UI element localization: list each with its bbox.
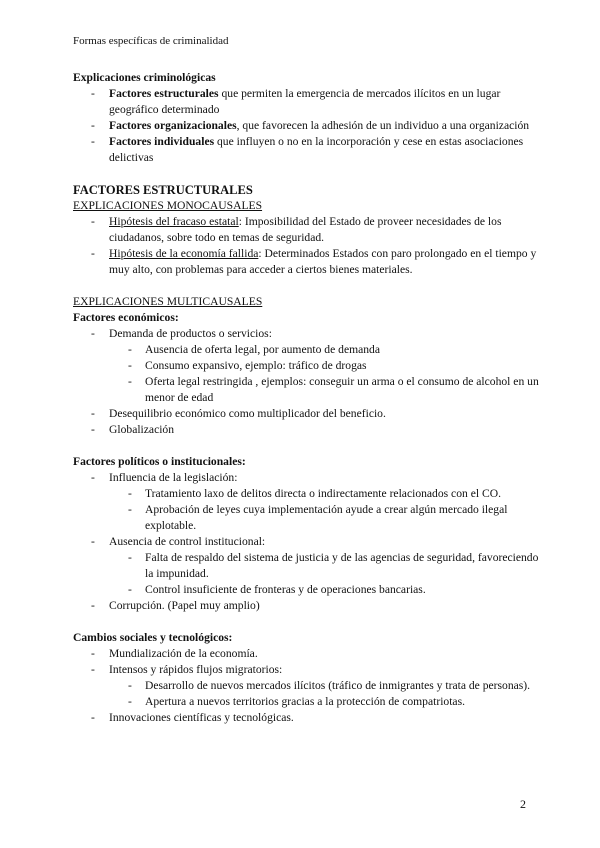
economicos-list	[73, 326, 543, 438]
item-underlined: Hipótesis del fracaso estatal	[109, 215, 239, 228]
page-content	[73, 70, 543, 726]
politicos-list	[73, 470, 543, 614]
heading-factores-economicos: Factores económicos:	[73, 311, 179, 324]
sub-list-item: - Desarrollo de nuevos mercados ilícitos (tráfico de inmigrantes y trata de personas).	[73, 678, 543, 694]
list-item: - Corrupción. (Papel muy amplio)	[73, 598, 543, 614]
list-item: - Mundialización de la economía.	[73, 646, 543, 662]
sub-list-item: - Tratamiento laxo de delitos directa o indirectamente relacionados con el CO.	[73, 486, 543, 502]
item-text: , que favorecen la adhesión de un individuo a una organización	[236, 119, 530, 132]
sub-list-item: - Control insuficiente de fronteras y de operaciones bancarias.	[73, 582, 543, 598]
list-item	[73, 86, 543, 118]
item-bold: Factores individuales	[109, 135, 215, 148]
list-item: - Influencia de la legislación:	[73, 470, 543, 486]
list-item	[73, 118, 543, 134]
subheading-multicausales: EXPLICACIONES MULTICAUSALES	[73, 295, 263, 308]
item-text: : Determinados Estados con paro prolongado en el tiempo y muy alto, con problemas para acceder a ciertos bienes materiales.	[109, 247, 537, 276]
sub-list-item: - Falta de respaldo del sistema de justicia y de las agencias de seguridad, favoreciendo la impunidad.	[73, 550, 543, 582]
item-text: : Imposibilidad del Estado de proveer necesidades de los ciudadanos, sobre todo en temas de seguridad.	[109, 215, 502, 244]
running-header: Formas específicas de criminalidad	[73, 35, 229, 47]
sociales-list	[73, 646, 543, 726]
explicaciones-list	[73, 86, 543, 166]
list-item	[73, 214, 543, 246]
list-item: - Demanda de productos o servicios:	[73, 326, 543, 342]
item-bold: Factores estructurales	[109, 87, 219, 100]
list-item: - Desequilibrio económico como multiplicador del beneficio.	[73, 406, 543, 422]
sub-list-item: - Apertura a nuevos territorios gracias a la protección de compatriotas.	[73, 694, 543, 710]
subheading-monocausales: EXPLICACIONES MONOCAUSALES	[73, 199, 263, 212]
monocausales-list	[73, 214, 543, 278]
list-item: - Ausencia de control institucional:	[73, 534, 543, 550]
heading-cambios-sociales: Cambios sociales y tecnológicos:	[73, 631, 233, 644]
sub-list-item: - Oferta legal restringida , ejemplos: conseguir un arma o el consumo de alcohol en un menor de edad	[73, 374, 543, 406]
heading-factores-politicos: Factores políticos o institucionales:	[73, 455, 246, 468]
list-item: - Innovaciones científicas y tecnológicas.	[73, 710, 543, 726]
item-underlined: Hipótesis de la economía fallida	[109, 247, 259, 260]
item-text: que influyen o no en la incorporación y cese en estas asociaciones delictivas	[109, 135, 524, 164]
list-item: - Intensos y rápidos flujos migratorios:	[73, 662, 543, 678]
item-text: que permiten la emergencia de mercados ilícitos en un lugar geográfico determinado	[109, 87, 501, 116]
list-item: - Globalización	[73, 422, 543, 438]
item-bold: Factores organizacionales	[109, 119, 237, 132]
sub-list-item: - Consumo expansivo, ejemplo: tráfico de drogas	[73, 358, 543, 374]
section-heading-estructurales: FACTORES ESTRUCTURALES	[73, 183, 253, 197]
sub-list-item: - Aprobación de leyes cuya implementación ayude a crear algún mercado ilegal explotable.	[73, 502, 543, 534]
list-item	[73, 134, 543, 166]
list-item	[73, 246, 543, 278]
sub-list-item: - Ausencia de oferta legal, por aumento de demanda	[73, 342, 543, 358]
page-number: 2	[520, 797, 526, 811]
section-heading-explicaciones: Explicaciones criminológicas	[73, 71, 216, 84]
